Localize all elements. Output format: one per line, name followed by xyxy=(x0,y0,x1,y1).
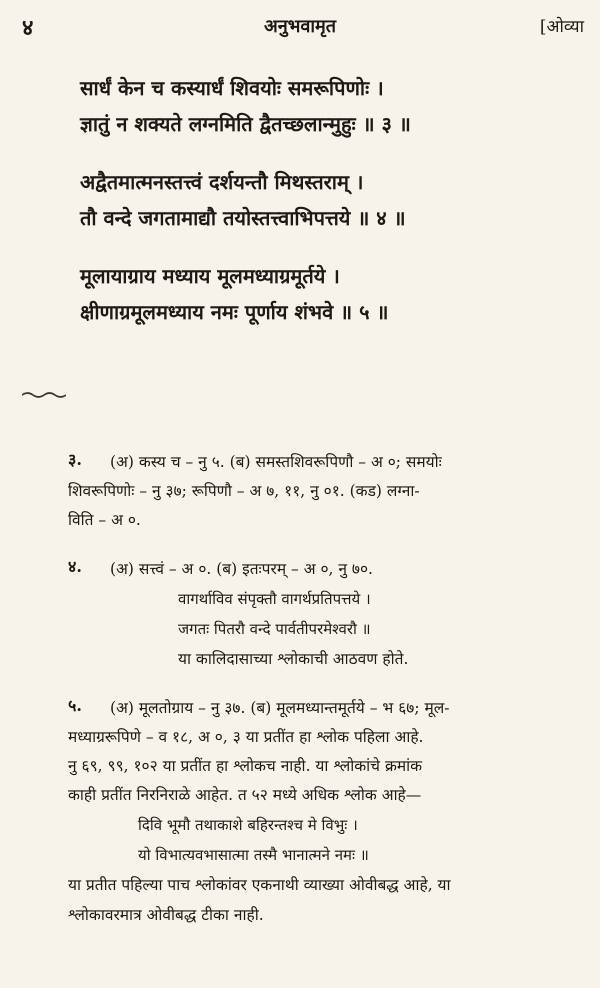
page-number: ४ xyxy=(22,15,34,41)
note-line: काही प्रतींत निरनिराळे आहेत. त ५२ मध्ये अधिक श्लोक आहे— xyxy=(68,786,422,804)
note-final-line: या प्रतीत पहिल्या पाच श्लोकांवर एकनाथी व्याख्या ओवीबद्ध आहे, या xyxy=(68,876,451,894)
note-number: ३. xyxy=(68,450,82,469)
verse-line: तौ वन्दे जगतामाद्यौ तयोस्तत्त्वाभिपत्तये ॥ ४ ॥ xyxy=(80,206,406,230)
quoted-verse-line: दिवि भूमौ तथाकाशे बहिरन्तश्च मे विभुः । xyxy=(138,816,358,834)
note-line: (अ) मूलतोग्राय – नु ३७. (ब) मूलमध्यान्तमूर्तये – भ ६७; मूल- xyxy=(110,699,450,717)
verse-3 xyxy=(80,70,580,142)
verse-4 xyxy=(80,164,580,236)
note-final-line: श्लोकावरमात्र ओवीबद्ध टीका नाही. xyxy=(68,906,264,924)
note-number: ५. xyxy=(68,696,82,715)
note-number: ४. xyxy=(68,557,82,576)
quoted-verse-line: यो विभात्यवभासात्मा तस्मै भानात्मने नमः ॥ xyxy=(138,846,369,864)
note-remark: या कालिदासाच्या श्लोकाची आठवण होते. xyxy=(178,650,409,668)
note-5 xyxy=(68,694,588,930)
sanskrit-verses xyxy=(80,70,580,352)
note-3 xyxy=(68,448,588,535)
note-line: विति – अ ०. xyxy=(68,511,141,529)
section-marker: [ओव्या xyxy=(539,17,584,37)
note-line: मध्याग्ररूपिणे – व १८, अ ०, ३ या प्रतींत हा श्लोक पहिला आहे. xyxy=(68,728,424,746)
verse-line: मूलायाग्राय मध्याय मूलमध्याग्रमूर्तये । xyxy=(80,264,340,288)
verse-5 xyxy=(80,258,580,330)
note-4 xyxy=(68,555,588,674)
note-line: (अ) सत्त्वं – अ ०. (ब) इतःपरम् – अ ०, नु ७०. xyxy=(110,560,373,578)
verse-line: ज्ञातुं न शक्यते लग्नमिति द्वैतच्छलान्मुहुः ॥ ३ ॥ xyxy=(80,112,411,136)
note-line: शिवरूपिणोः – नु ३७; रूपिणौ – अ ७, ११, नु ०१. (कड) लग्ना- xyxy=(68,482,420,500)
quoted-verse-line: जगतः पितरौ वन्दे पार्वतीपरमेश्वरौ ॥ xyxy=(178,620,371,638)
note-line: (अ) कस्य च – नु ५. (ब) समस्तशिवरूपिणौ – अ ०; समयोः xyxy=(110,453,442,471)
page-header xyxy=(0,10,600,40)
section-divider xyxy=(22,390,66,400)
verse-line: क्षीणाग्रमूलमध्याय नमः पूर्णाय शंभवे ॥ ५ ॥ xyxy=(80,300,389,324)
footnotes xyxy=(68,448,588,950)
verse-line: अद्वैतमात्मनस्तत्त्वं दर्शयन्तौ मिथस्तराम् । xyxy=(80,170,364,194)
verse-line: सार्धं केन च कस्यार्धं शिवयोः समरूपिणोः । xyxy=(80,76,384,100)
running-title: अनुभवामृत xyxy=(263,16,337,37)
quoted-verse-line: वागर्थाविव संपृक्तौ वागर्थप्रतिपत्तये । xyxy=(178,590,371,608)
note-line: नु ६९, ९९, १०२ या प्रतींत हा श्लोकच नाही. या श्लोकांचे क्रमांक xyxy=(68,757,423,775)
